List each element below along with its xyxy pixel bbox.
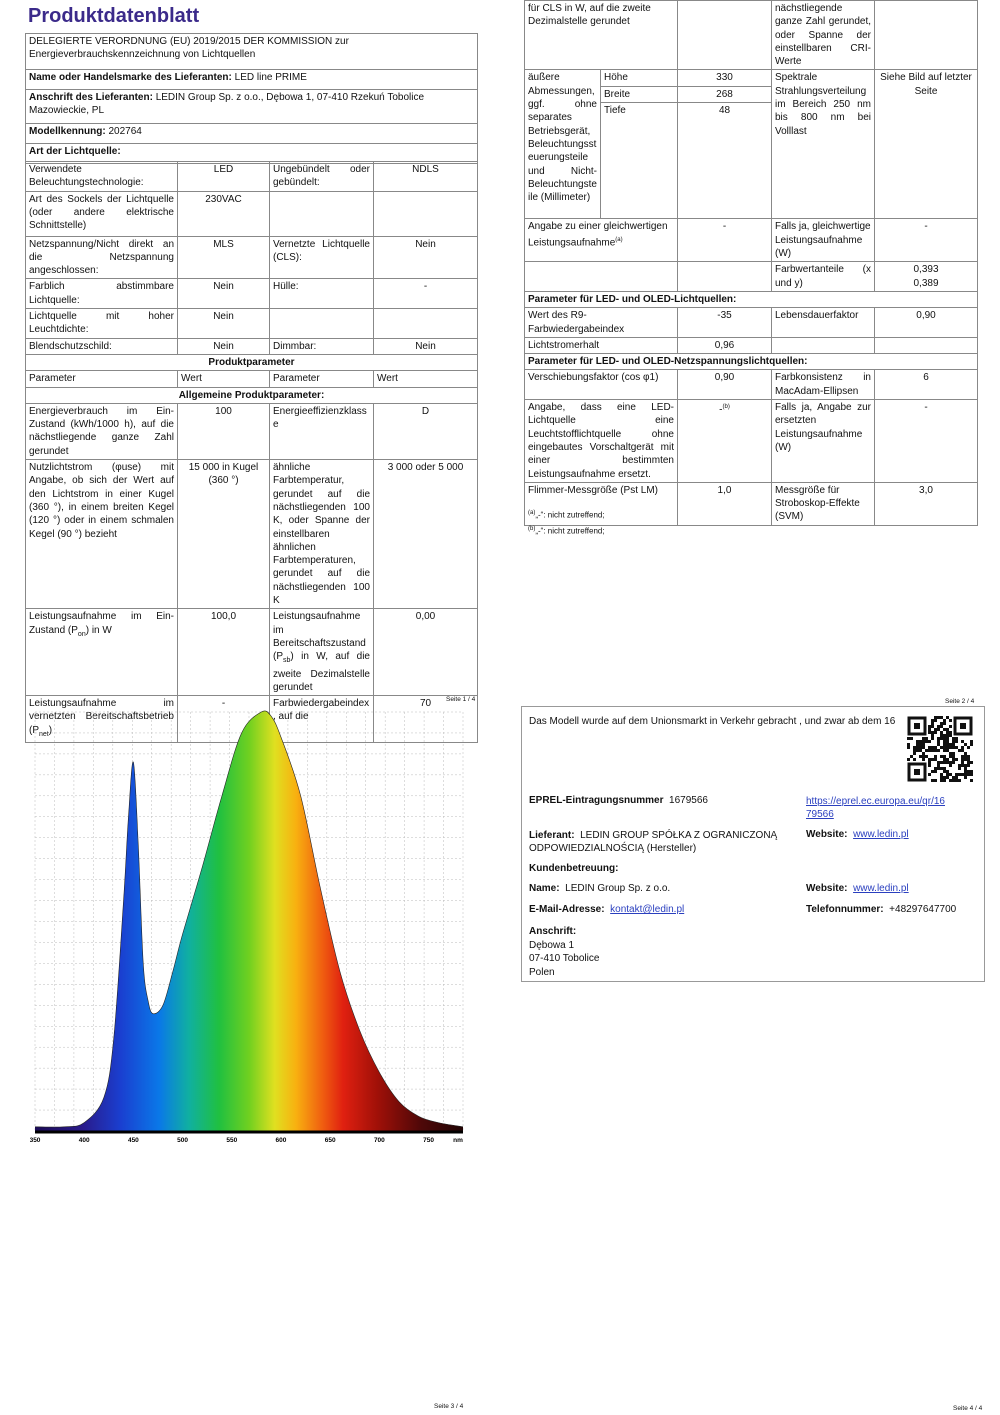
email-link[interactable]: kontakt@ledin.pl <box>610 904 685 915</box>
strobe-value: 3,0 <box>875 482 978 525</box>
table-cell: Nein <box>178 338 270 354</box>
replace-value: -$^{(b)}$ <box>678 400 772 483</box>
table-row <box>26 191 478 236</box>
dim-name: Höhe <box>601 70 678 86</box>
equiv-label: Angabe zu einer gleichwertigen Leistungsaufnahme$^{(a)}$ <box>525 219 678 262</box>
page-number-3: Seite 3 / 4 <box>434 1403 464 1410</box>
power-row <box>26 609 478 696</box>
phone-row: Telefonnummer: +48297647700 <box>806 904 957 915</box>
dim-value: 268 <box>678 86 772 102</box>
regulation-text: DELEGIERTE VERORDNUNG (EU) 2019/2015 DER KOMMISSION zur Energieverbrauchskennzeichnung von Lichtquellen <box>26 34 478 70</box>
table-cell: Netzspannung/Nicht direkt an die Netzspannung angeschlossen: <box>26 236 178 279</box>
x-tick-label: 700 <box>373 1137 385 1144</box>
product-params-header: Produktparameter <box>26 354 478 370</box>
website-link[interactable]: www.ledin.pl <box>853 829 909 840</box>
supplier-address-row <box>26 90 478 124</box>
page-number-4: Seite 4 / 4 <box>953 1405 983 1412</box>
website2-link[interactable]: www.ledin.pl <box>853 883 909 894</box>
pnet-value: - <box>178 696 270 743</box>
replace-watt-label: Falls ja, Angabe zur ersetzten Leistungsaufnahme (W) <box>772 400 875 483</box>
x-tick-labels <box>30 1137 463 1144</box>
table-cell: MLS <box>178 236 270 279</box>
table-cell: Nein <box>178 309 270 339</box>
table-cell: Ungebündelt oder gebündelt: <box>270 162 374 192</box>
led-params-header: Parameter für LED- und OLED-Lichtquellen: <box>525 291 978 307</box>
dims-label: äußere Abmessungen, ggf. ohne separates Betriebsgerät, Beleuchtungssteuerungsteile und Nicht-Beleuchtungsteile (Millimeter) <box>525 70 601 219</box>
pon-label: Leistungsaufnahme im Ein-Zustand $(P_{on})$ in W <box>26 609 178 696</box>
email-row: E-Mail-Adresse: kontakt@ledin.pl <box>529 904 685 915</box>
x-tick-label: 550 <box>226 1137 238 1144</box>
x-tick-label: 650 <box>324 1137 336 1144</box>
model-id: 202764 <box>108 126 142 137</box>
eprel-number: 1679566 <box>669 795 708 806</box>
flicker-label: Flimmer-Messgröße (Pst LM) <box>525 482 678 525</box>
supplier-name-label: Name oder Handelsmarke des Lieferanten: <box>29 72 232 83</box>
page-number-1: Seite 1 / 4 <box>446 696 476 703</box>
x-tick-label: 400 <box>78 1137 90 1144</box>
table-cell: Energieverbrauch im Ein-Zustand (kWh/1000 h), auf die nächstliegende ganze Zahl gerundet <box>26 403 178 459</box>
table-row <box>26 403 478 459</box>
website2-row: Website: www.ledin.pl <box>806 883 909 894</box>
table-row <box>26 162 478 192</box>
col-value-1: Wert <box>178 371 270 387</box>
maint-value: 0,96 <box>678 337 772 353</box>
cri-label-cont: nächstliegende ganze Zahl gerundet, oder Spanne der einstellbaren CRI-Werte <box>772 1 875 70</box>
equiv-value: - <box>678 219 772 262</box>
spectral-label: Spektrale Strahlungsverteilung im Bereich 250 nm bis 800 nm bei Volllast <box>772 70 875 219</box>
footnote-b: $^{(b)}$„-“: nicht zutreffend; <box>528 526 605 536</box>
empty-cell <box>875 337 978 353</box>
psb-label: Leistungsaufnahme im Bereitschaftszustand $(P_{sb})$ in W, auf die zweite Dezimalstelle gerundet <box>270 609 374 696</box>
table-cell: 3 000 oder 5 000 <box>374 460 478 609</box>
page-number-2: Seite 2 / 4 <box>945 698 975 705</box>
dim-value: 48 <box>678 103 772 219</box>
dim-name: Breite <box>601 86 678 102</box>
empty-cell <box>678 1 772 70</box>
website-row: Website: www.ledin.pl <box>806 829 909 840</box>
light-type-label: Art der Lichtquelle: <box>26 144 478 164</box>
x-axis-unit: nm <box>453 1137 463 1144</box>
spectral-value: Siehe Bild auf letzter Seite <box>875 70 978 219</box>
table-cell: 230VAC <box>178 191 270 236</box>
model-label: Modellkennung: <box>29 126 106 137</box>
general-params-header: Allgemeine Produktparameter: <box>26 387 478 403</box>
eprel-label: EPREL-Eintragungsnummer <box>529 795 664 806</box>
chroma-values: 0,393 0,389 <box>875 262 978 292</box>
table-cell: Hülle: <box>270 279 374 309</box>
qr-code-icon <box>907 716 973 782</box>
supplier-name: LED line PRIME <box>234 72 307 83</box>
maint-label: Lichtstromerhalt <box>525 337 678 353</box>
equiv-power-value: - <box>875 219 978 262</box>
supplier-row: Lieferant: LEDIN GROUP SPÓŁKA Z OGRANICZONĄ ODPOWIEDZIALNOŚCIĄ (Hersteller) <box>529 830 778 854</box>
table-cell: 100 <box>178 403 270 459</box>
table-cell <box>270 309 374 339</box>
params-table-page2 <box>524 0 978 526</box>
x-tick-label: 500 <box>177 1137 189 1144</box>
x-tick-label: 750 <box>423 1137 434 1144</box>
page-title: Produktdatenblatt <box>28 5 200 27</box>
cri-label: Farbwiedergabeindex, auf die <box>270 696 374 743</box>
eprel-link[interactable]: https://eprel.ec.europa.eu/qr/16 79566 <box>806 796 945 820</box>
x-tick-label: 600 <box>275 1137 287 1144</box>
shift-value: 0,90 <box>678 370 772 400</box>
table-row <box>26 279 478 309</box>
service-name-row: Name: LEDIN Group Sp. z o.o. <box>529 883 671 894</box>
life-value: 0,90 <box>875 308 978 338</box>
supplier-address: LEDIN Group Sp. z o.o., Dębowa 1, 07-410 Rzekuń Tobolice Mazowieckie, PL <box>29 92 425 117</box>
table-row <box>26 338 478 354</box>
market-intro: Das Modell wurde auf dem Unionsmarkt in Verkehr gebracht , und zwar ab dem 16 <box>529 716 896 727</box>
table-cell: LED <box>178 162 270 192</box>
flicker-value: 1,0 <box>678 482 772 525</box>
table-row <box>26 309 478 339</box>
col-param-2: Parameter <box>270 371 374 387</box>
empty-cell <box>678 262 772 292</box>
x-tick-label: 350 <box>30 1137 41 1144</box>
table-cell: NDLS <box>374 162 478 192</box>
r9-label: Wert des R9-Farbwiedergabeindex <box>525 308 678 338</box>
table-cell: Vernetzte Lichtquelle (CLS): <box>270 236 374 279</box>
table-row <box>26 236 478 279</box>
table-cell: Dimmbar: <box>270 338 374 354</box>
model-row <box>26 124 478 144</box>
strobe-label: Messgröße für Stroboskop-Effekte (SVM) <box>772 482 875 525</box>
light-type-table <box>25 161 478 743</box>
table-cell: Art des Sockels der Lichtquelle (oder andere elektrische Schnittstelle) <box>26 191 178 236</box>
replace-watt-value: - <box>875 400 978 483</box>
chroma-label: Farbwertanteile (x und y) <box>772 262 875 292</box>
table-cell: Nein <box>374 236 478 279</box>
mains-params-header: Parameter für LED- und OLED-Netzspannungslichtquellen: <box>525 354 978 370</box>
empty-cell <box>875 1 978 70</box>
table-cell: ähnliche Farbtemperatur, gerundet auf die nächstliegenden 100 K, oder Spanne der einstellbaren ähnlichen Farbtemperaturen, gerundet auf die nächstliegenden 100 K <box>270 460 374 609</box>
table-cell: Energieeffizienzklasse <box>270 403 374 459</box>
eprel-row <box>529 795 708 808</box>
table-cell: Blendschutzschild: <box>26 338 178 354</box>
col-param-1: Parameter <box>26 371 178 387</box>
table-cell: Nutzlichtstrom (φuse) mit Angabe, ob sich der Wert auf den Lichtstrom in einer Kugel (360 °), in einem breiten Kegel (120 °) oder in einem schmalen Kegel (90 °) bezieht <box>26 460 178 609</box>
address-block: Anschrift: Dębowa 1 07-410 Tobolice Polen <box>529 926 600 978</box>
table-cell: Nein <box>178 279 270 309</box>
table-cell: D <box>374 403 478 459</box>
cls-power-cont: für CLS in W, auf die zweite Dezimalstelle gerundet <box>525 1 678 70</box>
table-cell <box>270 191 374 236</box>
table-cell: - <box>374 279 478 309</box>
pon-value: 100,0 <box>178 609 270 696</box>
life-label: Lebensdauerfaktor <box>772 308 875 338</box>
cri-value: 70 <box>374 696 478 743</box>
color-consist-value: 6 <box>875 370 978 400</box>
table-cell: Verwendete Beleuchtungstechnologie: <box>26 162 178 192</box>
product-sheet-table <box>25 33 478 164</box>
x-tick-label: 450 <box>127 1137 139 1144</box>
empty-cell <box>525 262 678 292</box>
supplier-address-label: Anschrift des Lieferanten: <box>29 92 153 103</box>
empty-cell <box>772 337 875 353</box>
spectrum-chart <box>30 708 470 1148</box>
equiv-power-label: Falls ja, gleichwertige Leistungsaufnahme (W) <box>772 219 875 262</box>
dim-name: Tiefe <box>601 103 678 219</box>
color-consist-label: Farbkonsistenz in MacAdam-Ellipsen <box>772 370 875 400</box>
table-cell <box>374 191 478 236</box>
table-cell: Farblich abstimmbare Lichtquelle: <box>26 279 178 309</box>
pnet-label: Leistungsaufnahme im vernetzten Bereitschaftsbetrieb $(P_{net})$ <box>26 696 178 743</box>
service-label: Kundenbetreuung: <box>529 863 619 874</box>
shift-label: Verschiebungsfaktor (cos φ1) <box>525 370 678 400</box>
table-cell <box>374 309 478 339</box>
table-cell: 15 000 in Kugel (360 °) <box>178 460 270 609</box>
r9-value: -35 <box>678 308 772 338</box>
psb-value: 0,00 <box>374 609 478 696</box>
table-cell: Lichtquelle mit hoher Leuchtdichte: <box>26 309 178 339</box>
col-value-2: Wert <box>374 371 478 387</box>
replace-label: Angabe, dass eine LED-Lichtquelle eine Leuchtstofflichtquelle ohne eingebautes Vorschaltgerät mit einer bestimmten Leistungsaufnahme ersetzt. <box>525 400 678 483</box>
table-row <box>26 460 478 609</box>
footnote-a: $^{(a)}$„-“: nicht zutreffend; <box>528 510 605 520</box>
dim-value: 330 <box>678 70 772 86</box>
table-cell: Nein <box>374 338 478 354</box>
supplier-name-row <box>26 70 478 90</box>
